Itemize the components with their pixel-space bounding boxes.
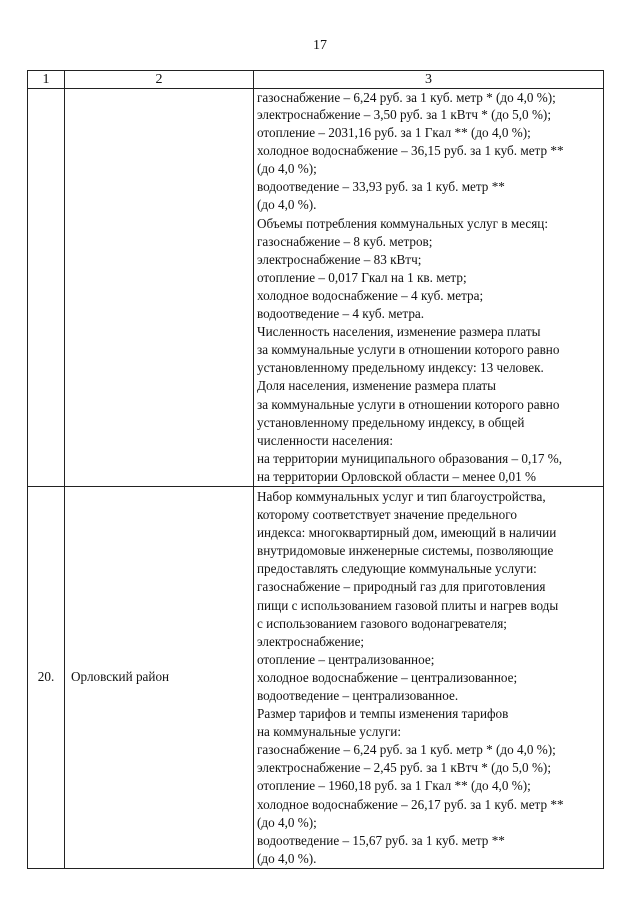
text-line: холодное водоснабжение – 26,17 руб. за 1 куб. метр ** [257,796,564,812]
text-line: (до 4,0 %). [257,850,317,866]
text-line: на территории муниципального образования – 0,17 %, [257,450,563,466]
text-line: (до 4,0 %). [257,197,317,213]
row-number-cell: 20. [28,486,65,868]
text-line: (до 4,0 %); [257,161,317,177]
text-line: Набор коммунальных услуг и тип благоустройства, [257,488,546,504]
table-header-row [28,71,604,89]
text-line: за коммунальные услуги в отношении которого равно [257,396,560,412]
text-line: предоставлять следующие коммунальные услуги: [257,561,537,577]
row20-text [254,487,603,868]
text-line: электроснабжение – 2,45 руб. за 1 кВтч * (до 5,0 %); [257,760,551,776]
row-number-cell [28,89,65,487]
district-name-cell: Орловский район [65,486,254,868]
text-line: на территории Орловской области – менее 0,01 % [257,468,536,484]
text-line: холодное водоснабжение – 4 куб. метра; [257,287,484,303]
text-line: водоотведение – 4 куб. метра. [257,306,425,322]
header-col-2: 2 [65,71,254,89]
text-line: водоотведение – 15,67 руб. за 1 куб. метр ** [257,832,505,848]
text-line: установленному предельному индексу: 13 человек. [257,360,544,376]
text-line: газоснабжение – 6,24 руб. за 1 куб. метр * (до 4,0 %); [257,742,556,758]
text-line: Доля населения, изменение размера платы [257,378,496,394]
text-line: с использованием газового водонагревателя; [257,615,507,631]
row-description-cell [254,89,604,487]
text-line: Численность населения, изменение размера платы [257,324,541,340]
header-col-3: 3 [254,71,604,89]
text-line: отопление – 1960,18 руб. за 1 Гкал ** (до 4,0 %); [257,778,531,794]
text-line: установленному предельному индексу, в общей [257,414,525,430]
table-row-continuation [28,89,604,487]
text-line: Объемы потребления коммунальных услуг в месяц: [257,215,549,231]
text-line: (до 4,0 %); [257,814,317,830]
text-line: водоотведение – централизованное. [257,688,459,703]
tariff-table [27,70,604,869]
page-number: 17 [313,38,327,53]
text-line: которому соответствует значение предельного [257,507,517,523]
text-line: отопление – 0,017 Гкал на 1 кв. метр; [257,269,467,285]
continuation-text [254,89,603,486]
header-col-1: 1 [28,71,65,89]
text-line: Размер тарифов и темпы изменения тарифов [257,706,509,722]
text-line: газоснабжение – 6,24 руб. за 1 куб. метр * (до 4,0 %); [257,90,556,105]
table-row-20 [28,486,604,868]
text-line: за коммунальные услуги в отношении которого равно [257,342,560,358]
text-line: газоснабжение – природный газ для приготовления [257,579,546,595]
text-line: на коммунальные услуги: [257,724,402,740]
text-line: холодное водоснабжение – 36,15 руб. за 1 куб. метр ** [257,143,564,159]
text-line: газоснабжение – 8 куб. метров; [257,233,433,249]
text-line: электроснабжение – 3,50 руб. за 1 кВтч * (до 5,0 %); [257,107,551,122]
text-line: электроснабжение – 83 кВтч; [257,251,422,267]
text-line: водоотведение – 33,93 руб. за 1 куб. метр ** [257,179,505,195]
text-line: индекса: многоквартирный дом, имеющий в наличии [257,525,557,541]
row-description-cell [254,486,604,868]
text-line: численности населения: [257,432,394,448]
text-line: внутридомовые инженерные системы, позволяющие [257,543,554,559]
text-line: холодное водоснабжение – централизованное; [257,669,518,685]
text-line: электроснабжение; [257,633,365,649]
text-line: отопление – 2031,16 руб. за 1 Гкал ** (до 4,0 %); [257,125,531,141]
row-name-cell [65,89,254,487]
text-line: отопление – централизованное; [257,651,435,667]
text-line: пищи с использованием газовой плиты и нагрев воды [257,597,559,613]
